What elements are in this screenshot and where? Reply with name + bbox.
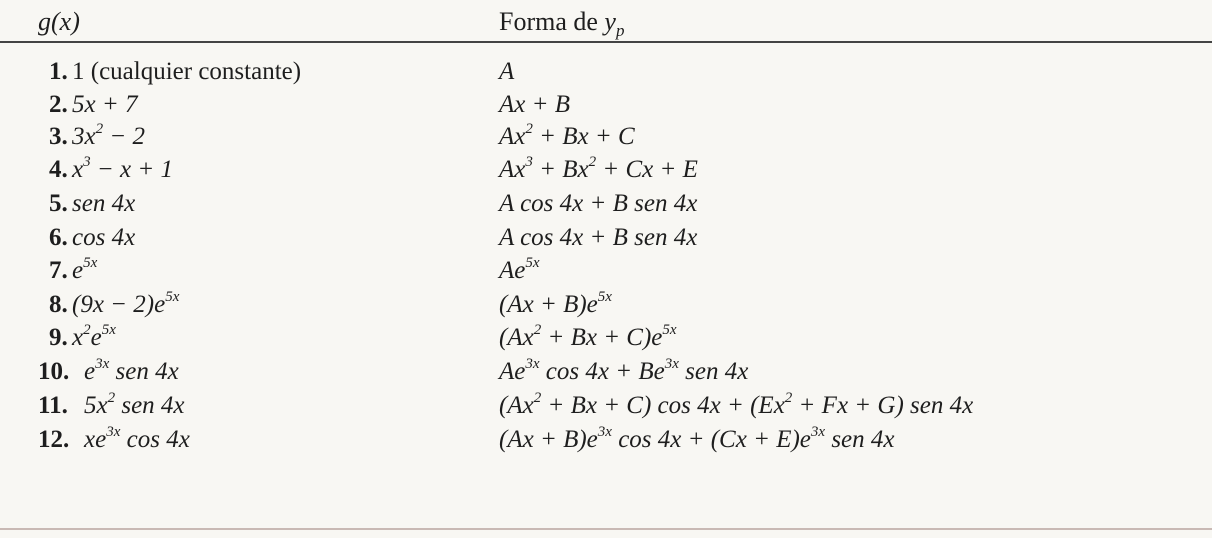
expression-text: A xyxy=(499,58,515,85)
expression-text: A cos 4x + B sen 4x xyxy=(499,190,698,217)
row-number: 10. xyxy=(38,358,70,385)
expression-text: (9x − 2)e xyxy=(72,291,166,318)
gx-cell xyxy=(72,221,135,255)
exponent: 2 xyxy=(525,121,533,137)
yp-form-cell xyxy=(499,389,973,423)
expression-text: + Bx + C)e xyxy=(541,324,663,351)
expression-text: Ax xyxy=(499,156,526,183)
expression-text: (Ax + B)e xyxy=(499,291,598,318)
expression-text: A cos 4x + B sen 4x xyxy=(499,224,698,251)
expression-text: Ae xyxy=(499,257,526,284)
bottom-rule xyxy=(0,528,1212,530)
gx-cell xyxy=(84,355,179,389)
yp-form-cell xyxy=(499,321,677,355)
exponent: 5x xyxy=(525,255,540,271)
yp-form-cell xyxy=(499,88,570,122)
yp-form-cell xyxy=(499,355,748,389)
exponent: 3x xyxy=(525,356,540,372)
exponent: 5x xyxy=(662,322,677,338)
yp-form-cell xyxy=(499,120,635,154)
gx-cell xyxy=(72,321,116,355)
exponent: 3x xyxy=(597,424,612,440)
exponent: 5x xyxy=(101,322,116,338)
expression-text: + Bx xyxy=(532,156,589,183)
table-row xyxy=(0,153,1212,187)
exponent: 5x xyxy=(83,255,98,271)
yp-form-cell xyxy=(499,221,697,255)
header-gx: g(x) xyxy=(38,7,80,36)
table-header xyxy=(0,0,1212,42)
exponent: 3x xyxy=(95,356,110,372)
row-number: 2. xyxy=(49,91,68,118)
row-number: 8. xyxy=(49,291,68,318)
row-number: 4. xyxy=(49,156,68,183)
table-row xyxy=(0,187,1212,221)
yp-form-cell xyxy=(499,153,698,187)
gx-cell xyxy=(72,88,137,122)
gx-cell xyxy=(72,187,135,221)
header-rule xyxy=(0,41,1212,43)
expression-text: sen 4x xyxy=(678,358,749,385)
expression-text: + Bx + C xyxy=(532,123,635,150)
row-number: 5. xyxy=(49,190,68,217)
expression-text: xe xyxy=(84,426,107,453)
header-form-yp xyxy=(499,7,624,41)
exponent: 3x xyxy=(106,424,121,440)
expression-text: x xyxy=(72,324,84,351)
table-row xyxy=(0,55,1212,89)
expression-text: + Cx + E xyxy=(596,156,698,183)
expression-text: cos 4x xyxy=(120,426,190,453)
table-row xyxy=(0,423,1212,457)
header-yp-sub: p xyxy=(615,21,625,41)
expression-text: Ax xyxy=(499,123,526,150)
table-row xyxy=(0,88,1212,122)
expression-text: Ae xyxy=(499,358,526,385)
gx-cell xyxy=(72,254,97,288)
expression-text: x xyxy=(72,156,84,183)
yp-form-cell xyxy=(499,254,540,288)
exponent: 2 xyxy=(784,390,793,406)
table-row xyxy=(0,288,1212,322)
exponent: 2 xyxy=(107,390,116,406)
expression-text: 5x xyxy=(84,392,108,419)
row-number: 11. xyxy=(38,392,68,419)
row-number: 12. xyxy=(38,426,70,453)
expression-text: 1 (cualquier constante) xyxy=(72,58,302,85)
row-number: 9. xyxy=(49,324,68,351)
table-row xyxy=(0,389,1212,423)
yp-form-cell xyxy=(499,288,612,322)
expression-text: (Ax xyxy=(499,324,534,351)
yp-form-cell xyxy=(499,55,514,89)
expression-text: cos 4x xyxy=(72,224,136,251)
exponent: 2 xyxy=(533,322,542,338)
row-number: 7. xyxy=(49,257,68,284)
expression-text: sen 4x xyxy=(115,392,185,419)
gx-cell xyxy=(72,288,179,322)
expression-text: 5x + 7 xyxy=(72,91,138,118)
table-row xyxy=(0,254,1212,288)
exponent: 5x xyxy=(165,289,180,305)
expression-text: sen 4x xyxy=(72,190,136,217)
table-row xyxy=(0,355,1212,389)
exponent: 3 xyxy=(83,154,91,170)
expression-text: e xyxy=(90,324,102,351)
expression-text: cos 4x + (Cx + E)e xyxy=(611,426,811,453)
gx-cell xyxy=(72,120,145,154)
expression-text: + Fx + G) sen 4x xyxy=(792,392,974,419)
gx-cell xyxy=(84,423,190,457)
yp-form-cell xyxy=(499,187,697,221)
exponent: 3 xyxy=(525,154,533,170)
exponent: 2 xyxy=(588,154,597,170)
header-form-prefix: Forma de xyxy=(499,7,605,36)
expression-text: e xyxy=(72,257,84,284)
expression-text: sen 4x xyxy=(825,426,895,453)
header-yp-var: y xyxy=(604,7,616,36)
row-number: 1. xyxy=(49,58,68,85)
exponent: 2 xyxy=(83,322,91,338)
expression-text: − 2 xyxy=(103,123,145,150)
exponent: 3x xyxy=(664,356,679,372)
expression-text: − x + 1 xyxy=(90,156,173,183)
expression-text: e xyxy=(84,358,96,385)
exponent: 2 xyxy=(95,121,104,137)
yp-form-cell xyxy=(499,423,894,457)
table-row xyxy=(0,321,1212,355)
table-row xyxy=(0,221,1212,255)
gx-cell xyxy=(72,55,301,89)
table-row xyxy=(0,120,1212,154)
gx-cell xyxy=(72,153,173,187)
expression-text: (Ax + B)e xyxy=(499,426,598,453)
expression-text: sen 4x xyxy=(109,358,179,385)
exponent: 2 xyxy=(533,390,542,406)
exponent: 3x xyxy=(810,424,826,440)
expression-text: Ax + B xyxy=(499,91,571,118)
expression-text: (Ax xyxy=(499,392,534,419)
row-number: 3. xyxy=(49,123,68,150)
row-number: 6. xyxy=(49,224,68,251)
expression-text: + Bx + C) cos 4x + (Ex xyxy=(541,392,785,419)
expression-text: 3x xyxy=(72,123,96,150)
exponent: 5x xyxy=(597,289,612,305)
expression-text: cos 4x + Be xyxy=(539,358,665,385)
gx-cell xyxy=(84,389,185,423)
